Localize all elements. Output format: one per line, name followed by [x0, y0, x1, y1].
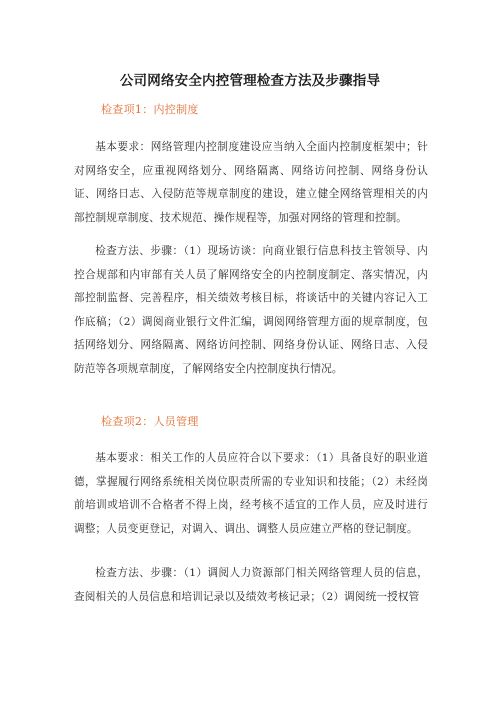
section-1-heading: 检查项1：内控制度 — [101, 103, 199, 116]
section-2-heading: 检查项2：人员管理 — [101, 415, 199, 428]
document-title: 公司网络安全内控管理检查方法及步骤指导 — [119, 73, 381, 89]
section-2-method: 检查方法、步骤：（1）调阅人力资源部门相关网络管理人员的信息，查阅相关的人员信息和培训记录以及绩效考核记录；（2）调阅统一授权管 — [74, 567, 428, 603]
section-2-requirements: 基本要求：相关工作的人员应符合以下要求：（1）具备良好的职业道德，掌握履行网络系统相关岗位职责所需的专业知识和技能；（2）未经岗前培训或培训不合格者不得上岗，经考核不适宜的工作人员，应及时进行调整；人员变更登记，对调入、调出、调整人员应建立严格的登记制度。 — [74, 452, 428, 535]
section-1-requirements: 基本要求：网络管理内控制度建设应当纳入全面内控制度框架中；针对网络安全，应重视网络划分、网络隔离、网络访问控制、网络身份认证、网络日志、入侵防范等规章制度的建设，建立健全网络管理相关的内部控制规章制度、技术规范、操作规程等，加强对网络的管理和控制。 — [74, 141, 428, 224]
section-1-method: 检查方法、步骤：（1）现场访谈：向商业银行信息科技主管领导、内控合规部和内审部有关人员了解网络安全的内控制度制定、落实情况，内部控制监督、完善程序，相关绩效考核目标，将谈话中的关键内容记入工作底稿；（2）调阅商业银行文件汇编，调阅网络管理方面的规章制度，包括网络划分、网络隔离、网络访问控制、网络身份认证、网络日志、入侵防范等各项规章制度，了解网络安全内控制度执行情况。 — [74, 245, 428, 375]
